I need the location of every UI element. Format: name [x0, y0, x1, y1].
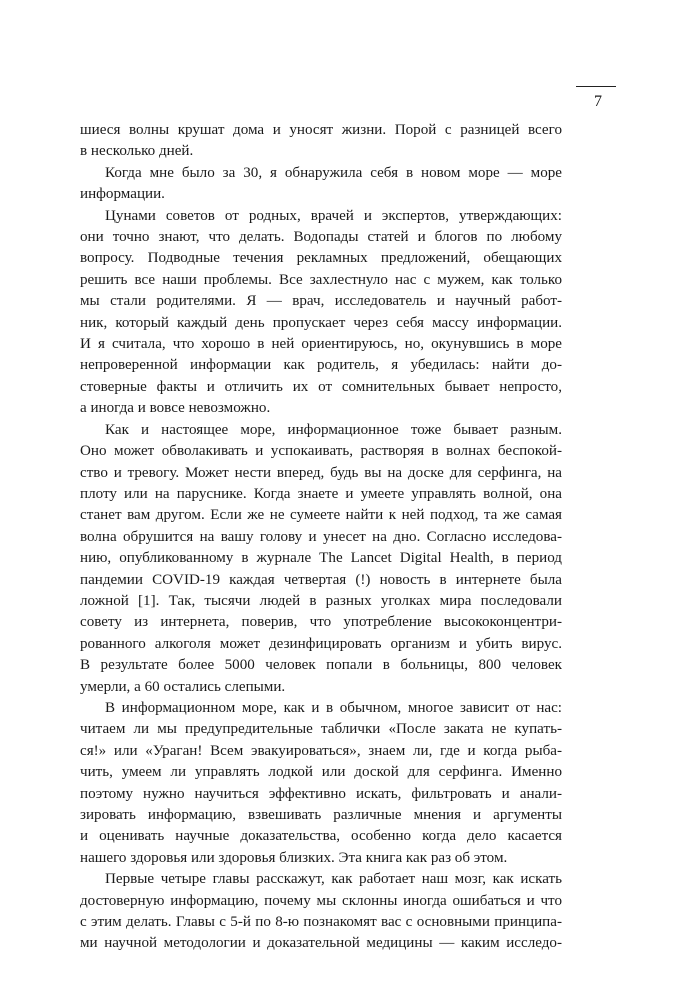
paragraph	[80, 869, 562, 955]
text-line: ми научной методологии и доказательной медицины — каким исследо-	[80, 935, 562, 952]
text-line: непроверенной информации как родитель, я убедилась: найти до-	[80, 357, 562, 374]
body-text	[80, 120, 562, 955]
text-line: нию, опубликованному в журнале The Lancet Digital Health, в период	[80, 550, 562, 567]
text-line: чить, умеем ли управлять лодкой или доской для серфинга. Именно	[80, 764, 562, 781]
paragraph	[80, 420, 562, 698]
text-line: Цунами советов от родных, врачей и экспертов, утверждающих:	[105, 207, 562, 224]
text-line: решить все наши проблемы. Все захлестнуло нас с мужем, как только	[80, 271, 562, 288]
header-rule	[576, 86, 616, 87]
paragraph	[80, 206, 562, 420]
text-line: пандемии COVID-19 каждая четвертая (!) новость в интернете была	[80, 571, 562, 588]
text-line: достоверную информацию, почему мы склонны иногда ошибаться и что	[80, 892, 562, 909]
text-line: Оно может обволакивать и успокаивать, растворяя в волнах беспокой-	[80, 443, 562, 460]
text-line: зировать информацию, взвешивать различные мнения и аргументы	[80, 807, 562, 823]
text-line: и оценивать научные доказательства, особенно когда дело касается	[80, 828, 562, 845]
text-line: ся!» или «Ураган! Всем эвакуироваться», знаем ли, где и когда рыба-	[80, 742, 562, 759]
text-line: а иногда и вовсе невозможно.	[80, 400, 271, 417]
text-line: вопросу. Подводные течения рекламных предложений, обещающих	[80, 250, 562, 267]
text-line: они точно знают, что делать. Водопады статей и блогов по любому	[80, 229, 562, 246]
text-line: стоверные факты и отличить их от сомнительных бывает непросто,	[80, 378, 562, 395]
text-line: ство и тревогу. Может нести вперед, будь вы на доске для серфинга, на	[80, 464, 562, 481]
text-line: шиеся волны крушат дома и уносят жизни. Порой с разницей всего	[80, 122, 562, 138]
text-line: поэтому нужно научиться эффективно искать, фильтровать и анали-	[80, 785, 562, 802]
text-line: нашего здоровья или здоровья близких. Эта книга как раз об этом.	[80, 849, 508, 866]
paragraph	[80, 163, 562, 206]
text-line: рованного алкоголя может дезинфицировать организм и убить вирус.	[80, 635, 562, 652]
text-line: Как и настоящее море, информационное тоже бывает разным.	[105, 421, 562, 438]
text-line: мы стали родителями. Я — врач, исследователь и научный работ-	[80, 293, 562, 310]
text-line: информации.	[80, 186, 165, 203]
text-line: в несколько дней.	[80, 143, 194, 160]
text-line: Первые четыре главы расскажут, как работает наш мозг, как искать	[105, 871, 562, 888]
text-line: станет вам другом. Если же не сумеете найти к ней подход, та же самая	[80, 507, 562, 524]
text-line: И я считала, что хорошо в ней ориентируюсь, но, окунувшись в море	[80, 336, 562, 353]
paragraph	[80, 698, 562, 869]
text-line: ник, который каждый день пропускает через себя массу информации.	[80, 314, 562, 331]
text-line: с этим делать. Главы с 5-й по 8-ю познакомят вас с основными принципа-	[80, 914, 562, 931]
text-line: В информационном море, как и в обычном, многое зависит от нас:	[105, 699, 562, 716]
paragraph	[80, 120, 562, 163]
page-number: 7	[594, 93, 602, 110]
text-line: В результате более 5000 человек попали в больницы, 800 человек	[80, 657, 562, 674]
text-line: Когда мне было за 30, я обнаружила себя в новом море — море	[105, 164, 562, 181]
text-line: совету из интернета, поверив, что употребление высококонцентри-	[80, 614, 562, 631]
text-line: ложной [1]. Так, тысячи людей в разных уголках мира последовали	[80, 592, 562, 609]
text-line: умерли, а 60 остались слепыми.	[80, 678, 286, 695]
text-line: читаем ли мы предупредительные таблички «После заката не купать-	[80, 721, 562, 738]
text-line: плоту или на паруснике. Когда знаете и умеете управлять волной, она	[80, 485, 562, 502]
text-line: волна обрушится на вашу голову и унесет на дно. Согласно исследова-	[80, 528, 562, 545]
